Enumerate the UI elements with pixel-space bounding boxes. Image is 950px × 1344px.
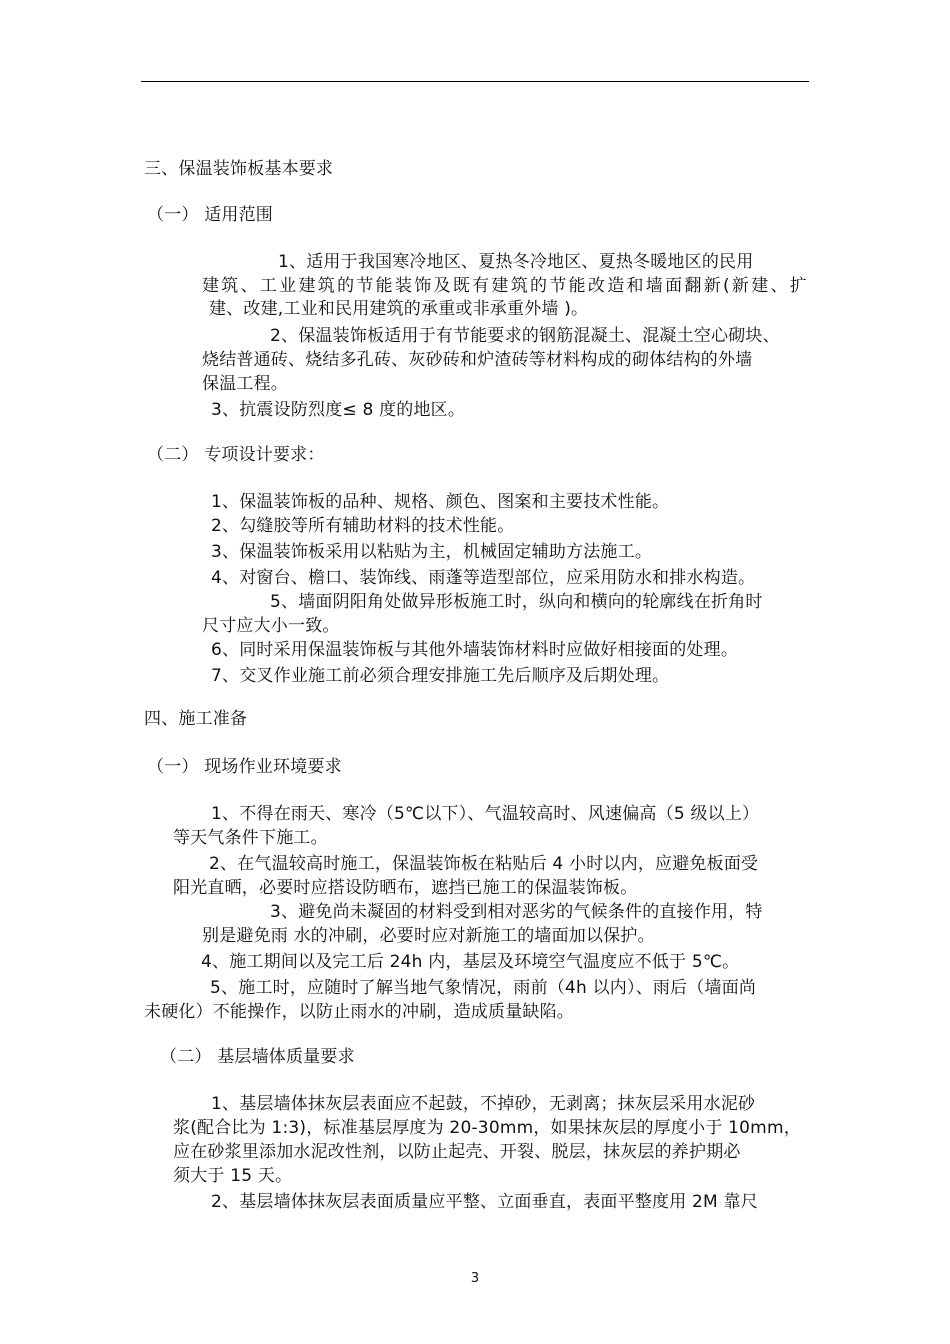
paragraph-line: 3、抗震设防烈度≤ 8 度的地区。 [211,400,466,420]
list-item: 2、基层墙体抹灰层表面质量应平整、立面垂直，表面平整度用 2M 靠尺 [211,1192,758,1212]
list-item: 7、交叉作业施工前必须合理安排施工先后顺序及后期处理。 [211,666,670,686]
list-item: 等天气条件下施工。 [173,828,328,848]
list-item: 2、在气温较高时施工，保温装饰板在粘贴后 4 小时以内，应避免板面受 [209,854,759,874]
list-item: 3、保温装饰板采用以粘贴为主，机械固定辅助方法施工。 [211,542,653,562]
section-heading: 四、施工准备 [144,709,248,729]
subsection-heading: （一） 现场作业环境要求 [147,757,342,777]
paragraph-line: 建筑、工业建筑的节能装饰及既有建筑的节能改造和墙面翻新(新建、扩 [202,276,807,296]
paragraph-line: 烧结普通砖、烧结多孔砖、灰砂砖和炉渣砖等材料构成的砌体结构的外墙 [202,350,753,370]
list-item: 尺寸应大小一致。 [202,616,340,636]
list-item: 别是避免雨 水的冲刷，必要时应对新施工的墙面加以保护。 [202,926,655,946]
list-item: 阳光直晒，必要时应搭设防晒布，遮挡已施工的保温装饰板。 [173,878,638,898]
paragraph-line: 保温工程。 [202,374,288,394]
list-item: 1、保温装饰板的品种、规格、颜色、图案和主要技术性能。 [211,492,670,512]
subsection-heading: （二） 基层墙体质量要求 [160,1047,355,1067]
list-item: 5、施工时，应随时了解当地气象情况，雨前（4h 以内）、雨后（墙面尚 [210,978,757,998]
list-item: 2、勾缝胶等所有辅助材料的技术性能。 [211,516,515,536]
paragraph-line: 建、改建,工业和民用建筑的承重或非承重外墙 )。 [209,299,589,319]
paragraph-line: 1、适用于我国寒冷地区、夏热冬冷地区、夏热冬暖地区的民用 [278,252,754,272]
section-heading: 三、保温装饰板基本要求 [144,159,334,179]
list-item: 1、不得在雨天、寒冷（5℃以下）、气温较高时、风速偏高（5 级以上） [211,804,760,824]
page-number: 3 [470,1271,480,1286]
subsection-heading: （二） 专项设计要求： [147,445,325,465]
paragraph-line: 2、保温装饰板适用于有节能要求的钢筋混凝土、混凝土空心砌块、 [270,326,780,346]
list-item: 3、避免尚未凝固的材料受到相对恶劣的气候条件的直接作用，特 [270,902,763,922]
subsection-heading: （一） 适用范围 [147,205,274,225]
list-item: 应在砂浆里添加水泥改性剂，以防止起壳、开裂、脱层，抹灰层的养护期必 [173,1142,741,1162]
list-item: 须大于 15 天。 [173,1166,293,1186]
header-rule [141,81,809,82]
list-item: 5、墙面阴阳角处做异形板施工时，纵向和横向的轮廓线在折角时 [270,592,763,612]
list-item: 4、对窗台、檐口、装饰线、雨蓬等造型部位，应采用防水和排水构造。 [211,568,756,588]
list-item: 6、同时采用保温装饰板与其他外墙装饰材料时应做好相接面的处理。 [211,640,739,660]
list-item: 4、施工期间以及完工后 24h 内，基层及环境空气温度应不低于 5℃。 [201,952,740,972]
list-item: 浆(配合比为 1:3)，标准基层厚度为 20-30mm，如果抹灰层的厚度小于 10mm， [173,1118,801,1138]
list-item: 1、基层墙体抹灰层表面应不起鼓，不掉砂，无剥离；抹灰层采用水泥砂 [211,1094,756,1114]
list-item: 未硬化）不能操作，以防止雨水的冲刷，造成质量缺陷。 [144,1002,574,1022]
